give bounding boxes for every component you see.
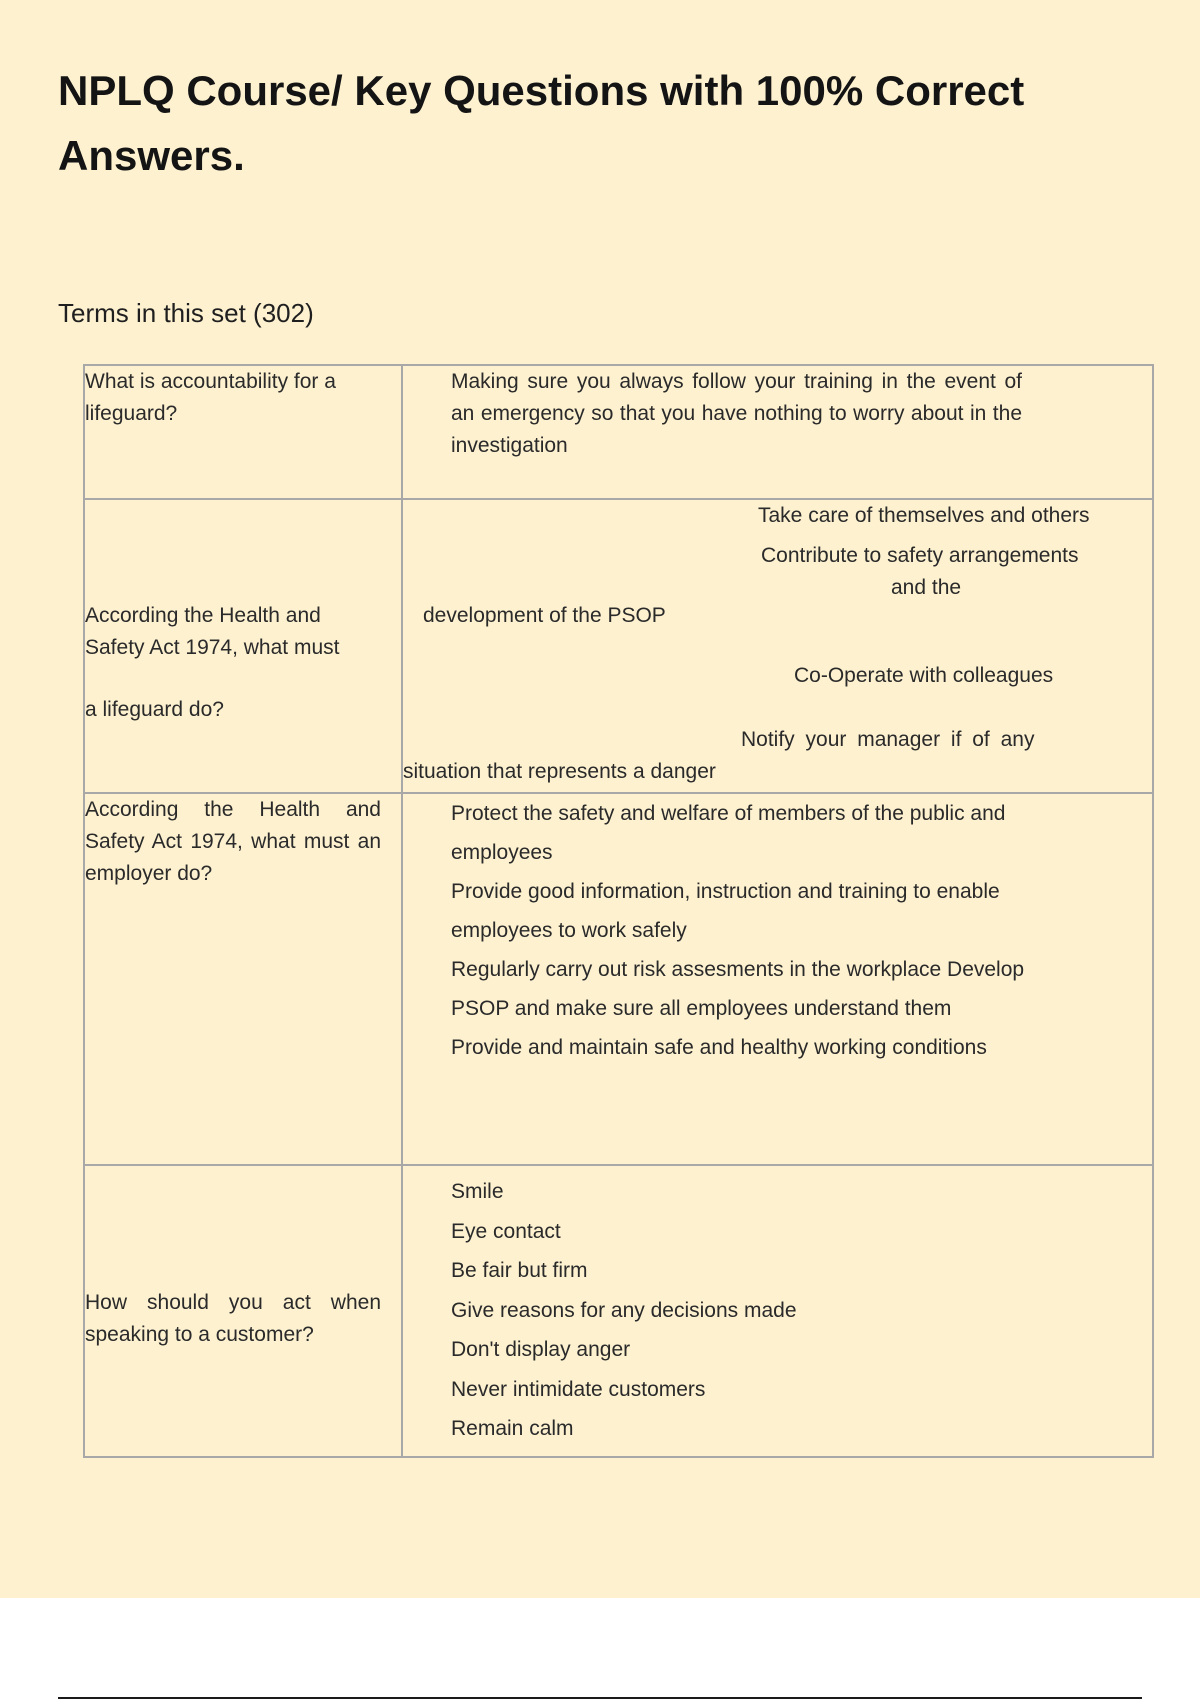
term-answer-line: Notify your manager if of any: [741, 728, 1035, 751]
term-answer-line: Take care of themselves and others: [758, 504, 1090, 527]
term-answer: Making sure you always follow your training in the event of an emergency so that you have nothing to worry about in the investigation: [451, 370, 1022, 457]
term-question-cell: [84, 365, 402, 499]
terms-count-label: Terms in this set (302): [58, 298, 314, 328]
term-answer-list: [403, 1166, 1152, 1449]
term-question: How should you act when speaking to a customer?: [85, 1291, 381, 1346]
list-item: Don't display anger: [451, 1338, 631, 1361]
term-answer-cell: [402, 365, 1153, 499]
document-title: NPLQ Course/ Key Questions with 100% Correct Answers.: [58, 67, 1025, 179]
list-item: employees to work safely: [451, 919, 687, 942]
term-question: What is accountability for a lifeguard?: [85, 370, 336, 425]
table-row: [84, 499, 1153, 793]
term-question-line: According the Health and: [85, 604, 321, 627]
list-item: PSOP and make sure all employees understand them: [451, 997, 952, 1020]
terms-table: [83, 364, 1154, 1458]
list-item: Remain calm: [451, 1417, 574, 1440]
term-question-cell: [84, 793, 402, 1165]
term-answer-list: [403, 794, 1152, 1067]
term-answer-line: Co-Operate with colleagues: [794, 664, 1054, 687]
list-item: Protect the safety and welfare of members of the public and: [451, 802, 1006, 825]
term-answer-line: Contribute to safety arrangements: [761, 544, 1079, 567]
term-answer-line: and the: [891, 576, 962, 599]
list-item: Provide good information, instruction and training to enable: [451, 880, 1000, 903]
list-item: employees: [451, 841, 553, 864]
list-item: Be fair but firm: [451, 1259, 588, 1282]
term-question: According the Health and Safety Act 1974, what must an employer do?: [85, 798, 381, 885]
term-question-line: a lifeguard do?: [85, 698, 224, 721]
list-item: Give reasons for any decisions made: [451, 1298, 797, 1322]
term-question-cell: [84, 1165, 402, 1457]
term-answer-line: development of the PSOP: [423, 604, 666, 627]
list-item: Regularly carry out risk assesments in the workplace Develop: [451, 958, 1025, 981]
term-answer-cell: [402, 499, 1153, 793]
term-answer-line: situation that represents a danger: [403, 760, 716, 783]
list-item: Provide and maintain safe and healthy working conditions: [451, 1036, 987, 1059]
list-item: Smile: [451, 1180, 504, 1203]
term-question-cell: [84, 499, 402, 793]
table-row: [84, 1165, 1153, 1457]
list-item: Eye contact: [451, 1219, 561, 1243]
footer-divider: [58, 1697, 1142, 1699]
list-item: Never intimidate customers: [451, 1377, 706, 1401]
term-question-line: Safety Act 1974, what must: [85, 636, 340, 659]
table-row: [84, 793, 1153, 1165]
term-answer-cell: [402, 1165, 1153, 1457]
term-answer-cell: [402, 793, 1153, 1165]
table-row: [84, 365, 1153, 499]
